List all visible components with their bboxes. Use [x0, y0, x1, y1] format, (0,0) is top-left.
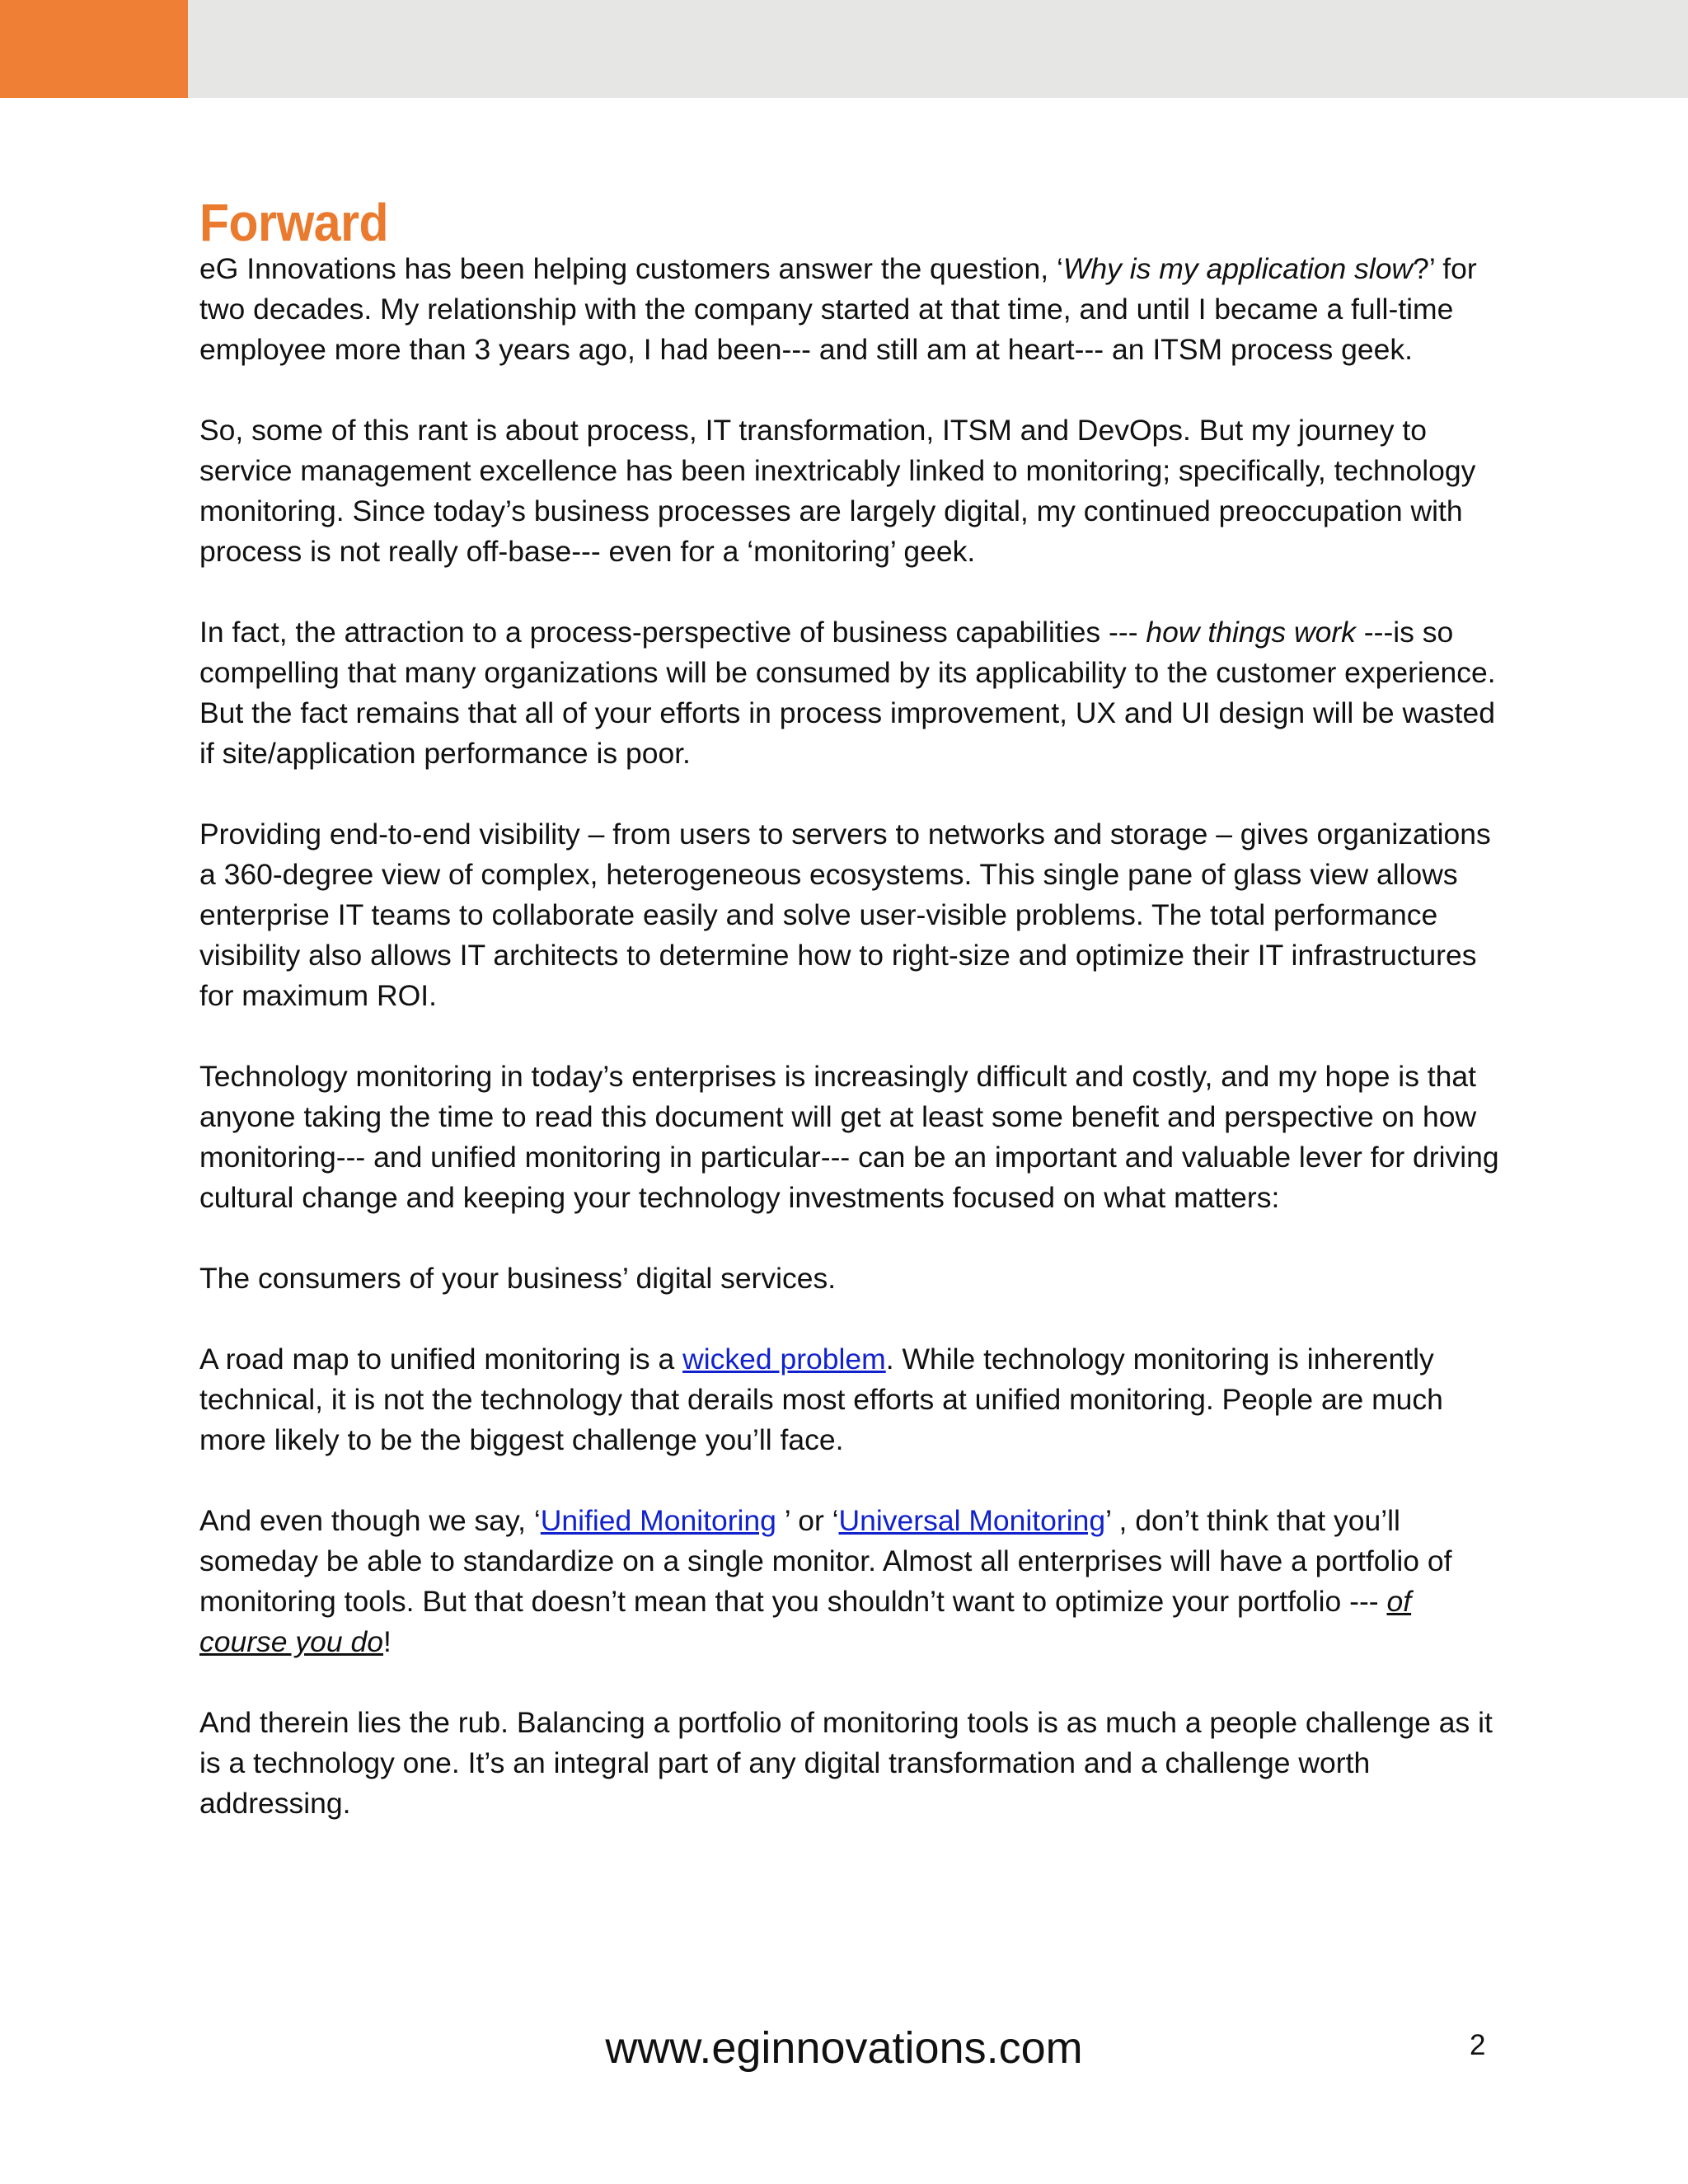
universal-monitoring-link[interactable]: Universal Monitoring [838, 1504, 1106, 1537]
page-number: 2 [1470, 2029, 1486, 2061]
wicked-problem-link[interactable]: wicked problem [682, 1343, 886, 1376]
paragraph-9: And therein lies the rub. Balancing a portfolio of monitoring tools is as much a people challenge as it is a technology one. It’s an integral part of any digital transformation and a challenge worth addressing. [199, 1706, 1493, 1820]
paragraph-1-text-a: eG Innovations has been helping customers answer the question, ‘ [199, 252, 1063, 285]
paragraph-8-text-b: ’ or ‘ [776, 1504, 839, 1537]
paragraph-3-emphasis: how things work [1146, 616, 1356, 649]
paragraph-7-text-a: A road map to unified monitoring is a [199, 1343, 683, 1376]
paragraph-4: Providing end-to-end visibility – from users to servers to networks and storage – gives organizations a 360-degree view of complex, heterogeneous ecosystems. This single pane of glass view allows enterprise IT teams to collaborate easily and solve user-visible problems. The total performance visibility also allows IT architects to determine how to right-size and optimize their IT infrastructures for maximum ROI. [199, 818, 1491, 1012]
header-band [0, 0, 1688, 98]
paragraph-7-text-c: . While technology monitoring is inherently technical, it is not the technology that derails most efforts at unified monitoring. People are much more likely to be the biggest challenge you’ll face. [199, 1343, 1443, 1456]
paragraph-1-text-c: ?’ for two decades. My relationship with the company started at that time, and until I became a full-time employee more than 3 years ago, I had been--- and still am at heart--- an ITSM process geek. [199, 252, 1477, 366]
paragraph-6: The consumers of your business’ digital services. [199, 1262, 837, 1295]
footer-website-url: www.eginnovations.com [605, 2023, 1083, 2073]
paragraph-8-emphasis: of course you do [199, 1585, 1412, 1658]
paragraph-8-text-e: ! [383, 1625, 392, 1658]
section-heading: Forward [199, 193, 389, 252]
paragraph-8-text-a: And even though we say, ‘ [199, 1504, 541, 1537]
paragraph-8 [199, 1501, 1502, 1662]
paragraph-3-text-c: ---is so compelling that many organizations will be consumed by its applicability to the customer experience. But the fact remains that all of your efforts in process improvement, UX and UI design will be wasted if site/application performance is poor. [199, 616, 1496, 770]
paragraph-2: So, some of this rant is about process, IT transformation, ITSM and DevOps. But my journey to service management excellence has been inextricably linked to monitoring; specifically, technology monitoring. Since today’s business processes are largely digital, my continued preoccupation with process is not really off-base--- even for a ‘monitoring’ geek. [199, 414, 1476, 568]
paragraph-5: Technology monitoring in today’s enterprises is increasingly difficult and costly, and my hope is that anyone taking the time to read this document will get at least some benefit and perspective on how monitoring--- and unified monitoring in particular--- can be an important and valuable lever for driving cultural change and keeping your technology investments focused on what matters: [199, 1060, 1499, 1214]
paragraph-1-emphasis: Why is my application slow [1062, 252, 1414, 285]
document-body [199, 193, 1502, 1824]
paragraph-7 [199, 1339, 1502, 1460]
paragraph-8-text-c: ’ , don’t think that you’ll someday be able to standardize on a single monitor. Almost all enterprises will have a portfolio of monitoring tools. But that doesn’t mean that you shouldn’t want to optimize your portfolio --- [199, 1504, 1452, 1618]
paragraph-1 [199, 249, 1502, 370]
unified-monitoring-link[interactable]: Unified Monitoring [540, 1504, 776, 1537]
paragraph-3-text-a: In fact, the attraction to a process-perspective of business capabilities --- [199, 616, 1146, 649]
header-accent-block [0, 0, 188, 98]
paragraph-3 [199, 612, 1502, 774]
